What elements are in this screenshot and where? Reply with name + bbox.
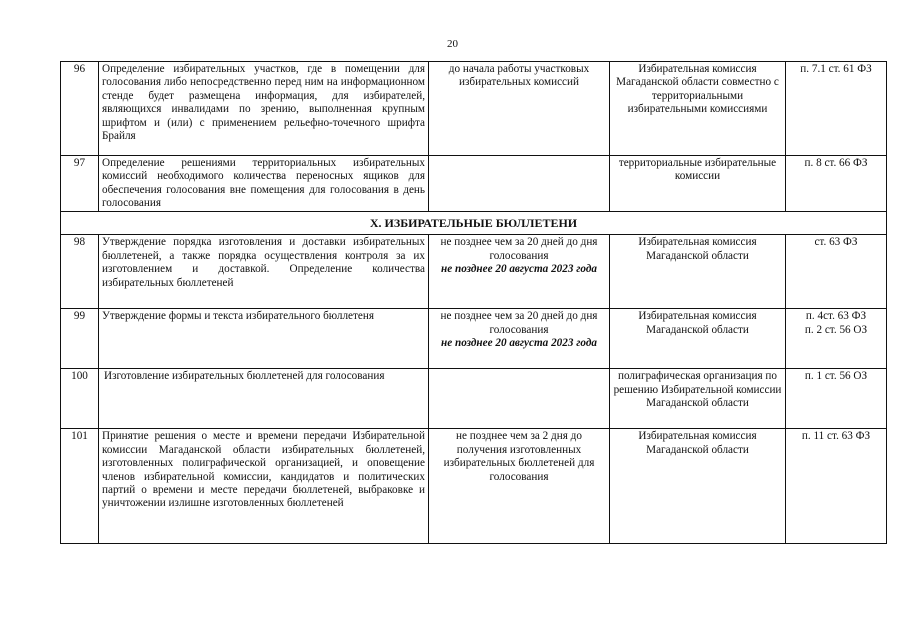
table-body-after-section xyxy=(61,235,887,544)
table-body-before-section xyxy=(61,62,887,212)
event-description: Определение решениями территориальных избирательных комиссий необходимого количества переносных ящиков для обеспечения голосования вне помещения для голосования в день голосования xyxy=(99,156,429,212)
table-row xyxy=(61,156,887,212)
responsible-body: Избирательная комиссия Магаданской области xyxy=(610,235,786,309)
event-description: Принятие решения о месте и времени передачи Избирательной комиссии Магаданской области избирательных бюллетеней, изготовленных полиграфической организацией, и оповещение членов избирательной комиссии, кандидатов и политических партий о времени и месте передачи бюллетеней, выбраковке и уничтожении излишне изготовленных бюллетеней xyxy=(99,429,429,544)
table-row xyxy=(61,235,887,309)
event-description: Утверждение порядка изготовления и доставки избирательных бюллетеней, а также порядка осуществления контроля за их изготовлением и доставкой. Определение количества избирательных бюллетеней xyxy=(99,235,429,309)
legal-reference xyxy=(786,235,887,309)
legal-reference-line: п. 2 ст. 56 ОЗ xyxy=(804,323,868,336)
table-row xyxy=(61,309,887,369)
legal-reference-line: п. 7.1 ст. 61 ФЗ xyxy=(800,63,872,75)
section-title: X. ИЗБИРАТЕЛЬНЫЕ БЮЛЛЕТЕНИ xyxy=(61,212,887,235)
row-number: 97 xyxy=(61,156,99,212)
section-header-row xyxy=(61,212,887,235)
page-number: 20 xyxy=(447,38,458,50)
deadline-text: до начала работы участковых избирательных комиссий xyxy=(448,63,590,89)
deadline-cell xyxy=(429,156,610,212)
legal-reference xyxy=(786,309,887,369)
deadline-date: не позднее 20 августа 2023 года xyxy=(441,263,597,276)
table-row xyxy=(61,369,887,429)
row-number: 96 xyxy=(61,62,99,156)
legal-reference-line: п. 8 ст. 66 ФЗ xyxy=(804,157,868,169)
section-header-group xyxy=(61,212,887,235)
responsible-body: Избирательная комиссия Магаданской области xyxy=(610,309,786,369)
legal-reference xyxy=(786,429,887,544)
event-description: Утверждение формы и текста избирательного бюллетеня xyxy=(99,309,429,369)
deadline-text: не позднее чем за 2 дня до получения изготовленных избирательных бюллетеней для голосования xyxy=(443,430,595,483)
event-description: Определение избирательных участков, где в помещении для голосования либо непосредственно перед ним на информационном стенде будет размещена информация, для избирателей, являющихся инвалидами по зрению, выполненная крупным шрифтом и (или) с применением рельефно-точечного шрифта Брайля xyxy=(99,62,429,156)
row-number: 100 xyxy=(61,369,99,429)
legal-reference-line: п. 1 ст. 56 ОЗ xyxy=(804,370,868,383)
responsible-body: Избирательная комиссия Магаданской области совместно с территориальными избирательными комиссиями xyxy=(610,62,786,156)
responsible-body: территориальные избирательные комиссии xyxy=(610,156,786,212)
row-number: 101 xyxy=(61,429,99,544)
deadline-cell xyxy=(429,235,610,309)
deadline-date: не позднее 20 августа 2023 года xyxy=(441,337,597,350)
election-schedule-table xyxy=(60,61,887,544)
legal-reference-line: п. 11 ст. 63 ФЗ xyxy=(801,430,871,443)
table-row xyxy=(61,429,887,544)
row-number: 98 xyxy=(61,235,99,309)
legal-reference xyxy=(786,156,887,212)
deadline-cell xyxy=(429,369,610,429)
responsible-body: полиграфическая организация по решению Избирательной комиссии Магаданской области xyxy=(610,369,786,429)
deadline-cell xyxy=(429,309,610,369)
deadline-cell xyxy=(429,429,610,544)
deadline-text: не позднее чем за 20 дней до дня голосования xyxy=(440,236,598,262)
legal-reference-line: ст. 63 ФЗ xyxy=(814,236,858,249)
event-description: Изготовление избирательных бюллетеней для голосования xyxy=(99,369,429,429)
deadline-cell xyxy=(429,62,610,156)
deadline-text: не позднее чем за 20 дней до дня голосования xyxy=(440,310,598,336)
legal-reference xyxy=(786,369,887,429)
table-row xyxy=(61,62,887,156)
legal-reference-line: п. 4ст. 63 ФЗ xyxy=(805,310,867,323)
responsible-body: Избирательная комиссия Магаданской области xyxy=(610,429,786,544)
row-number: 99 xyxy=(61,309,99,369)
legal-reference xyxy=(786,62,887,156)
